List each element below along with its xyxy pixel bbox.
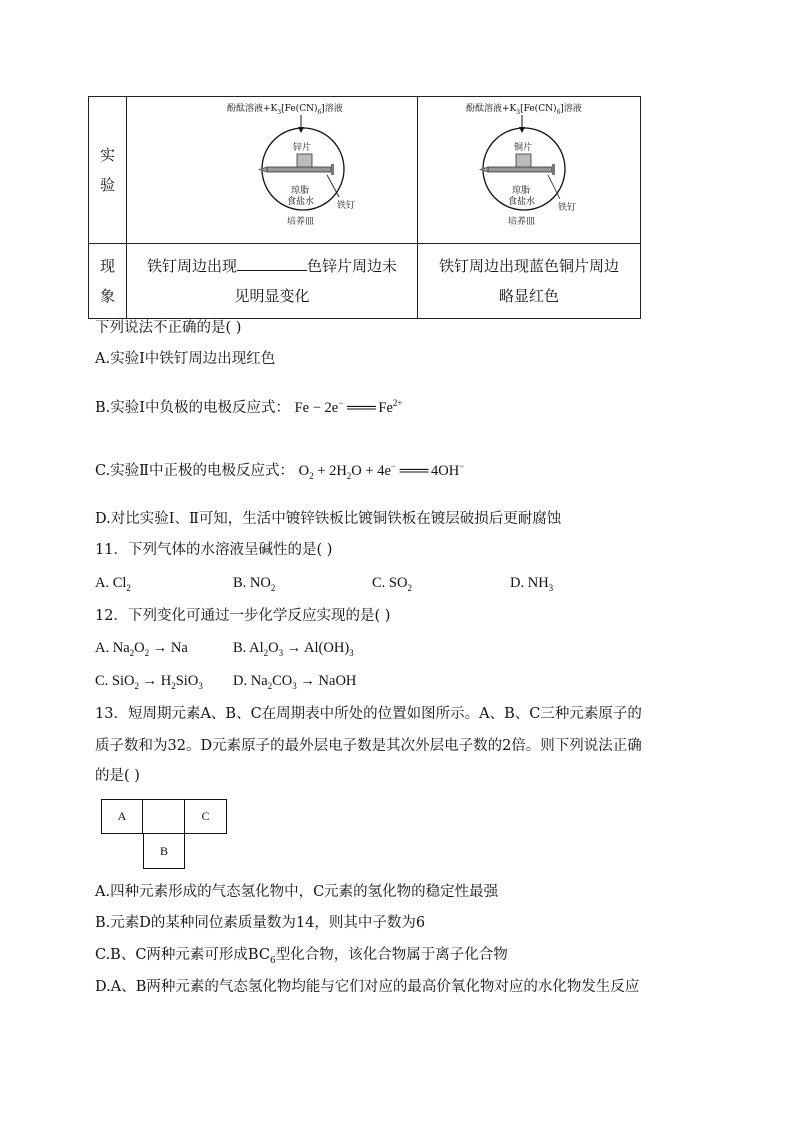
metal-plate bbox=[516, 154, 531, 168]
svg-text:食盐水: 食盐水 bbox=[287, 197, 315, 207]
q13-option-a: A.四种元素形成的气态氢化物中，C元素的氢化物的稳定性最强 bbox=[95, 884, 499, 900]
svg-text:培养皿: 培养皿 bbox=[287, 217, 315, 227]
q11-option-c: C. $SO_2$ bbox=[372, 575, 412, 593]
reagent-label: 酚酞溶液$+K_3[Fe(CN)_6]$溶液 bbox=[227, 104, 343, 116]
q11-stem: 11．下列气体的水溶液呈碱性的是( ) bbox=[95, 542, 333, 558]
q13-stem-line2: 质子数和为32。D元素原子的最外层电子数是其次外层电子数的2倍。则下列说法正确 bbox=[95, 738, 642, 754]
svg-text:食盐水: 食盐水 bbox=[508, 197, 536, 207]
q12-option-a: A. $Na_2O_2 \to Na$ bbox=[95, 640, 188, 658]
svg-text:培养皿: 培养皿 bbox=[508, 217, 536, 227]
iron-nail bbox=[488, 167, 552, 172]
q13-stem-line3: 的是( ) bbox=[95, 768, 140, 784]
q10-option-c: C.实验Ⅱ中正极的电极反应式： $O_2 + 2H_2O + 4e^-$ ═══ 4OH− bbox=[95, 461, 465, 481]
row-header-char: 象 bbox=[99, 287, 115, 305]
row-header-phenomenon bbox=[89, 244, 127, 319]
cell-c: C bbox=[185, 799, 227, 834]
cell-b: B bbox=[143, 834, 185, 869]
metal-plate bbox=[297, 154, 312, 168]
q11-option-b: B. $NO_2$ bbox=[233, 575, 276, 593]
q12-option-d: D. $Na_2CO_3$ → NaOH bbox=[233, 673, 357, 691]
experiment-table bbox=[88, 96, 641, 319]
q12-option-c: C. $SiO_2 \to H_2SiO_3$ bbox=[95, 673, 203, 691]
q12-option-b: B. $Al_2O_3 \to Al(OH)_3$ bbox=[233, 640, 354, 658]
svg-text:琼脂: 琼脂 bbox=[512, 186, 531, 196]
experiment-2-diagram bbox=[418, 97, 640, 243]
q11-option-d: D. $NH_3$ bbox=[510, 575, 554, 593]
row-header-char: 实 bbox=[99, 146, 115, 164]
q13-stem-line1: 13．短周期元素A、B、C在周期表中所处的位置如图所示。A、B、C三种元素原子的 bbox=[95, 706, 642, 722]
experiment-1-diagram bbox=[127, 97, 417, 243]
answer-blank bbox=[237, 256, 307, 271]
svg-text:锌片: 锌片 bbox=[293, 143, 312, 153]
svg-text:铁钉: 铁钉 bbox=[558, 203, 577, 213]
q10-option-d: D.对比实验Ⅰ、Ⅱ可知，生活中镀锌铁板比镀铜铁板在镀层破损后更耐腐蚀 bbox=[95, 511, 562, 527]
svg-text:铁钉: 铁钉 bbox=[337, 201, 356, 211]
q13-option-b: B.元素D的某种同位素质量数为14，则其中子数为6 bbox=[95, 915, 426, 931]
experiment-1-cell bbox=[127, 97, 418, 244]
iron-nail bbox=[267, 167, 331, 172]
q10-stem: 下列说法不正确的是( ) bbox=[95, 320, 242, 336]
svg-text:琼脂: 琼脂 bbox=[291, 186, 310, 196]
cell-empty bbox=[143, 799, 185, 834]
observation-1: 铁钉周边出现 色锌片周边未 见明显变化 bbox=[127, 244, 418, 319]
observation-2: 铁钉周边出现蓝色铜片周边 略显红色 bbox=[418, 244, 641, 319]
row-header-experiment bbox=[89, 97, 127, 244]
cell-a: A bbox=[101, 799, 143, 834]
row-header-char: 现 bbox=[99, 257, 115, 275]
experiment-2-cell bbox=[418, 97, 641, 244]
q13-option-d: D.A、B两种元素的气态氢化物均能与它们对应的最高价氧化物对应的水化物发生反应 bbox=[95, 979, 640, 995]
reagent-label: 酚酞溶液$+K_3[Fe(CN)_6]$溶液 bbox=[466, 104, 582, 116]
q10-option-b: B.实验Ⅰ中负极的电极反应式： Fe − 2e− ═══ $Fe^{2+}$ bbox=[95, 398, 403, 416]
q12-stem: 12．下列变化可通过一步化学反应实现的是( ) bbox=[95, 608, 391, 624]
svg-text:铜片: 铜片 bbox=[514, 143, 533, 153]
q13-option-c: C.B、C两种元素可形成$BC_6$型化合物，该化合物属于离子化合物 bbox=[95, 947, 508, 966]
q11-option-a: A. $Cl_2$ bbox=[95, 575, 131, 593]
q10-option-a: A.实验Ⅰ中铁钉周边出现红色 bbox=[95, 351, 276, 367]
row-header-char: 验 bbox=[99, 176, 115, 194]
